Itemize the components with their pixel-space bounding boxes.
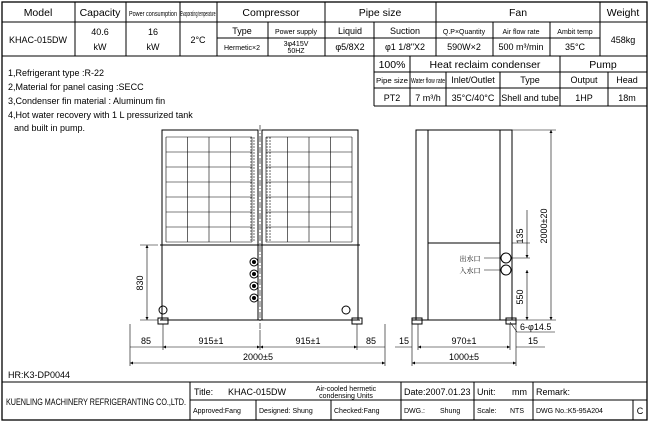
dim-front-right: 85 [365, 336, 377, 346]
heat-value-pipe-size: PT2 [383, 93, 401, 103]
heat-value-output: 1HP [575, 93, 593, 103]
heat-pump: Pump [589, 59, 617, 71]
dim-side-center: 970±1 [451, 336, 477, 346]
note-1: 1,Refrigerant type :R-22 [8, 68, 105, 78]
heat-title: Heat reclaim condenser [429, 59, 541, 71]
header-air-flow: Air flow rate [502, 29, 540, 36]
header-model: Model [23, 7, 53, 19]
approved: Approved:Fang [193, 408, 241, 415]
sheet-border [2, 2, 647, 420]
value-fan-qty: 590W×2 [447, 42, 481, 52]
condenser-coil-left [166, 137, 252, 242]
dwg-value: Shung [440, 408, 461, 415]
inlet-label: 入水口 [459, 268, 481, 275]
dim-front-center-left: 915±1 [198, 336, 224, 346]
value-power-supply-2: 50HZ [287, 48, 305, 55]
header-weight: Weight [606, 7, 640, 19]
dim-830: 830 [135, 275, 145, 291]
dwg-label: DWG.: [404, 408, 425, 415]
value-model: KHAC-015DW [8, 35, 68, 45]
header-power-consumption: Power consumption [129, 11, 178, 18]
unit-label: Unit: [477, 387, 496, 397]
scale-value: NTS [510, 408, 524, 415]
heat-header-pipe-size: Pipe size [376, 78, 409, 85]
spec-table [2, 2, 647, 56]
title-label: Title: [194, 387, 214, 397]
notes [8, 68, 193, 133]
dwg-no: DWG No.:K5-95A204 [536, 408, 603, 415]
header-pipe-size: Pipe size [358, 7, 402, 19]
value-capacity-unit: kW [93, 42, 107, 52]
note-3: 3,Condenser fin material : Aluminum fin [8, 96, 166, 106]
dim-front-left: 85 [140, 336, 152, 346]
title-block [2, 382, 647, 420]
title-value: KHAC-015DW [228, 387, 287, 397]
remark: Remark: [536, 387, 571, 397]
heat-header-inlet-outlet: Inlet/Outlet [451, 75, 495, 85]
value-liquid: φ5/8X2 [335, 42, 365, 52]
value-air-flow: 500 m³/min [498, 42, 544, 52]
gauge-cluster [250, 258, 258, 302]
value-ambit-temp: 35°C [564, 42, 586, 52]
company-name: KUENLING MACHINERY REFRIGERANTING CO.,LTD. [6, 397, 186, 407]
unit-value: mm [512, 387, 527, 397]
heat-value-inlet-outlet: 35°C/40°C [451, 93, 495, 103]
header-ambit-temp: Ambit temp [557, 29, 593, 36]
dim-side-total: 1000±5 [449, 352, 479, 362]
note-4: 4,Hot water recovery with 1 L pressurized tank [8, 110, 193, 120]
header-fan: Fan [508, 7, 528, 19]
heat-value-head: 18m [618, 93, 636, 103]
heat-value-type: Shell and tube [501, 93, 559, 103]
value-evap-temp: 2°C [190, 35, 206, 45]
dim-side-135: 135 [515, 228, 525, 244]
side-view [395, 130, 556, 366]
designed: Designed: Shung [259, 408, 313, 415]
title-desc-1: Air-cooled hermetic [315, 386, 377, 393]
title-desc-2: condensing Units [319, 393, 373, 400]
revision: C [636, 406, 644, 416]
header-evaporating-temperature: Evaporating temperature [180, 11, 216, 18]
value-capacity: 40.6 [91, 27, 109, 37]
note-2: 2,Material for panel casing :SECC [8, 82, 144, 92]
condenser-coil-right [266, 137, 352, 242]
header-suction: Suction [389, 26, 421, 36]
dim-side-550: 550 [515, 289, 525, 305]
dim-side-right: 15 [527, 336, 539, 346]
drawing-number-top: HR:K3-DP0044 [8, 370, 71, 380]
heat-header-head: Head [616, 75, 638, 85]
heat-value-water-flow: 7 m³/h [415, 93, 441, 103]
date: Date:2007.01.23 [404, 387, 471, 397]
header-capacity: Capacity [79, 7, 121, 19]
value-power-unit: kW [146, 42, 160, 52]
note-5: and built in pump. [14, 123, 86, 133]
header-power-supply: Power supply [274, 29, 318, 36]
dim-side-height: 2000±20 [539, 208, 549, 244]
dim-front-total: 2000±5 [243, 352, 273, 362]
value-power-supply-1: 3φ415V [283, 41, 309, 48]
heat-header-water-flow: Water flow rate [411, 78, 446, 85]
header-compressor: Compressor [242, 7, 300, 19]
scale-label: Scale: [477, 408, 497, 415]
heat-header-output: Output [570, 75, 598, 85]
heat-reclaim-table [374, 56, 647, 106]
center-louvre [250, 138, 271, 240]
outlet-label: 出水口 [459, 256, 481, 263]
value-power: 16 [147, 27, 159, 37]
header-type: Type [232, 26, 252, 36]
value-compressor-type: Hermetic×2 [224, 45, 260, 52]
dim-bolts: 6-φ14.5 [520, 322, 552, 332]
header-liquid: Liquid [337, 26, 363, 36]
heat-header-type: Type [520, 75, 540, 85]
value-suction: φ1 1/8"X2 [384, 42, 426, 52]
dim-front-center-right: 915±1 [295, 336, 321, 346]
heat-percent: 100% [378, 59, 406, 71]
front-view [130, 125, 385, 366]
checked: Checked:Fang [334, 408, 380, 415]
dim-side-left: 15 [398, 336, 410, 346]
value-weight: 458kg [610, 35, 636, 45]
header-fan-qty: Q.P×Quantity [442, 29, 486, 36]
